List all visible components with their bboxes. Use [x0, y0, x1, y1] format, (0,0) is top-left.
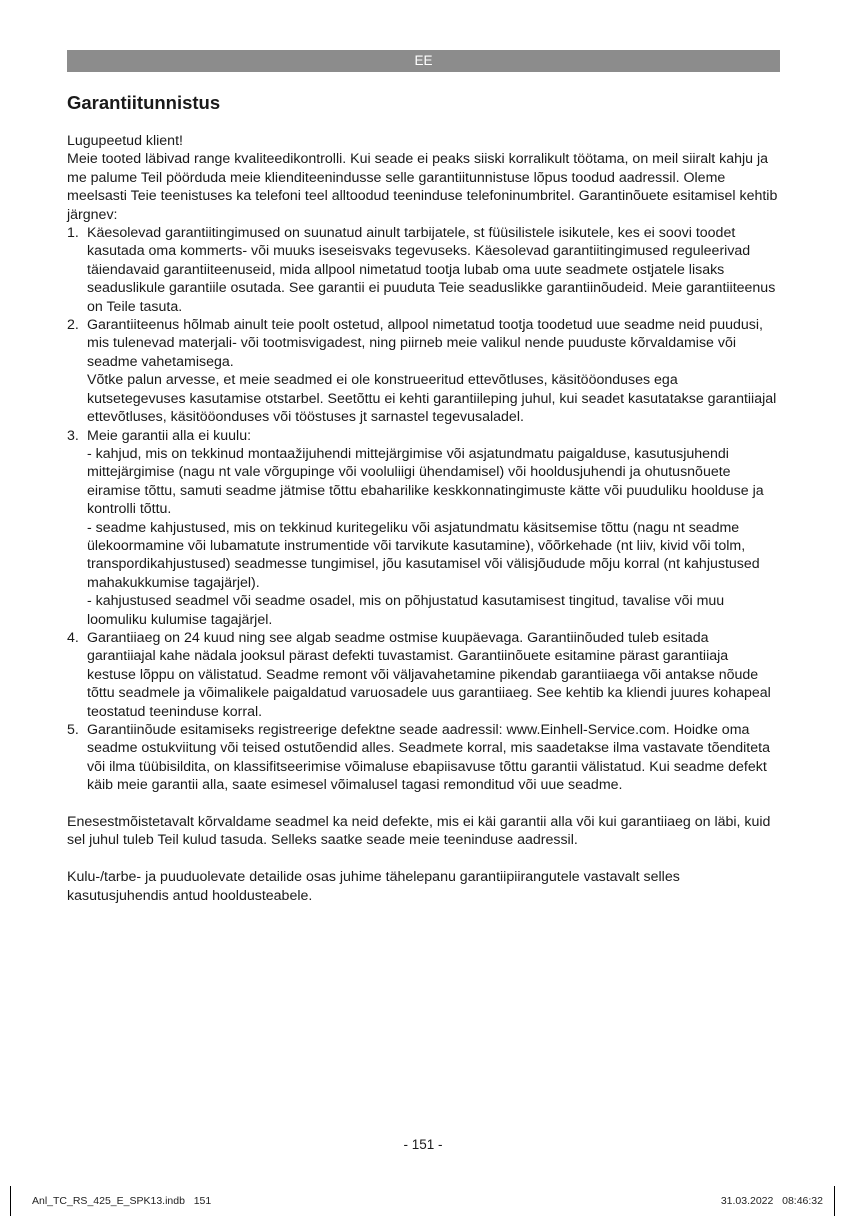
list-item-text: Garantiiaeg on 24 kuud ning see algab seadme ostmise kuupäevaga. Garantiinõuded tuleb esitada garantiiajal kahe nädala jooksul pärast defekti tuvastamist. Garantiinõuete esitamine pärast garantiiaja kestuse lõppu on välistatud. Seadme remont või väljavahetamine pikendab garantiiaega või antakse nõude tõttu seadmele ja võimalikele paigaldatud varuosadele uus garantiiaeg. See kehtib ka kliendi juures kohapeal teostatud teeninduse korral.	[87, 629, 771, 720]
closing-paragraph: Kulu-/tarbe- ja puuduolevate detailide osas juhime tähelepanu garantiipiirangutele vastavalt selles kasutusjuhendis antud hooldusteabele.	[67, 869, 680, 904]
list-item	[67, 316, 780, 426]
language-tab: EE	[67, 50, 780, 72]
warranty-terms-list	[67, 224, 780, 795]
footer-file-info: Anl_TC_RS_425_E_SPK13.indb 151	[32, 1195, 212, 1207]
spacer	[67, 850, 780, 868]
list-item	[67, 629, 780, 721]
list-item	[67, 224, 780, 316]
crop-mark-left	[10, 1186, 11, 1216]
crop-mark-right	[834, 1186, 835, 1216]
greeting: Lugupeetud klient!	[67, 133, 183, 149]
spacer	[67, 795, 780, 813]
list-item-text: Garantiiteenus hõlmab ainult teie poolt ostetud, allpool nimetatud tootja toodetud uue seadme neid puudusi, mis tulenevad materjali- või tootmisvigadest, ning piirneb meie valikul nende puuduste kõrvaldamise või seadme vahetamisega.	[87, 317, 763, 370]
list-item-number: 1.	[67, 225, 79, 242]
list-item-text: Meie garantii alla ei kuulu:	[87, 427, 252, 444]
closing-paragraph: Enesestmõistetavalt kõrvaldame seadmel ka neid defekte, mis ei käi garantii alla või kui garantiiaeg on läbi, kuid sel juhul tuleb Teil kulud tasuda. Selleks saatke seade meie teeninduse aadressil.	[67, 814, 771, 849]
list-item-number: 5.	[67, 722, 79, 738]
intro-paragraph: Meie tooted läbivad range kvaliteedikontrolli. Kui seade ei peaks siiski korralikult töötama, on meil siiralt kahju ja me palume Teil pöörduda meie klienditeenindusse selle garantiitunnistuse lõpus toodud aadressil. Oleme meelsasti Teie teenistuses ka telefoni teel alltoodud teeninduse telefoninumbritel. Garantinõuete esitamisel kehtib järgnev:	[67, 151, 778, 223]
page-number: - 151 -	[403, 1137, 443, 1152]
list-item-text: Võtke palun arvesse, et meie seadmed ei ole konstrueeritud ettevõtluses, käsitööonduses ega kutsetegevuses kasutamise otstarbel. Seetõttu ei kehti garantiileping juhul, kui seadet kasutatakse garantiiajal ettevõtluses, käsitööonduses või tööstuses jt sarnastel tegevusaladel.	[87, 372, 777, 426]
list-item-text: - kahjud, mis on tekkinud montaažijuhendi mittejärgimise või asjatundmatu paigalduse, kasutusjuhendi mittejärgimise (nagu nt vale võrgupinge või vooluliigi ühendamisel) või hooldusjuhendi ja ohutusnõuete eiramise tõttu, samuti seadme jätmise tõttu ebaharilike keskkonnatingimuste kätte või puuduliku hoolduse ja kontrolli tõttu.	[87, 445, 764, 518]
list-item-text: Garantiinõude esitamiseks registreerige defektne seade aadressil: www.Einhell-Service.com. Hoidke oma seadme ostukviitung või teised ostutõendid alles. Seadmete korral, mis saadetakse ilma vastavate tõenditeta või ilma tüübisildita, on klassifitseerimise võimaluse ebapiisavuse tõttu garantii välistatud. Kui seadme defekt käib meie garantii alla, saate esimesel võimalusel tagasi remonditud või uue seadme.	[87, 722, 770, 794]
list-item-text: - kahjustused seadmel või seadme osadel, mis on põhjustatud kasutamisest tingitud, tavalise või muu loomuliku kulumise tagajärjel.	[87, 593, 725, 628]
list-item-text: - seadme kahjustused, mis on tekkinud kuritegeliku või asjatundmatu käsitsemise tõttu (nagu nt seadme ülekoormamine või lubamatute instrumentide või tarvikute kasutamine), võõrkehade (nt liiv, kivid või tolm, transpordikahjustused) seadmesse tungimisel, jõu kasutamisel või välisjõudude mõju korral (nt kahjustused mahakukkumise tagajärjel).	[87, 519, 760, 591]
list-item-number: 4.	[67, 629, 79, 646]
list-item-text: Käesolevad garantiitingimused on suunatud ainult tarbijatele, st füüsilistele isikutele, kes ei soovi toodet kasutada oma kommerts- või muuks iseseisvaks tegevuseks. Käesolevad garantiitingimused reguleerivad täiendavaid garantiiteenuseid, mida allpool nimetatud tootja lubab oma uute seadmete ostjatele lisaks seaduslikule garantiile osutada. See garantii ei puuduta Teie seaduslikke garantiinõudeid. Meie garantiiteenus on Teile tasuta.	[87, 225, 776, 315]
page-title: Garantiitunnistus	[67, 92, 221, 113]
list-item-number: 3.	[67, 427, 79, 444]
list-item	[67, 721, 780, 795]
document-body	[67, 132, 780, 905]
list-item	[67, 427, 780, 629]
footer-timestamp: 31.03.2022 08:46:32	[720, 1195, 823, 1207]
list-item-number: 2.	[67, 317, 79, 334]
